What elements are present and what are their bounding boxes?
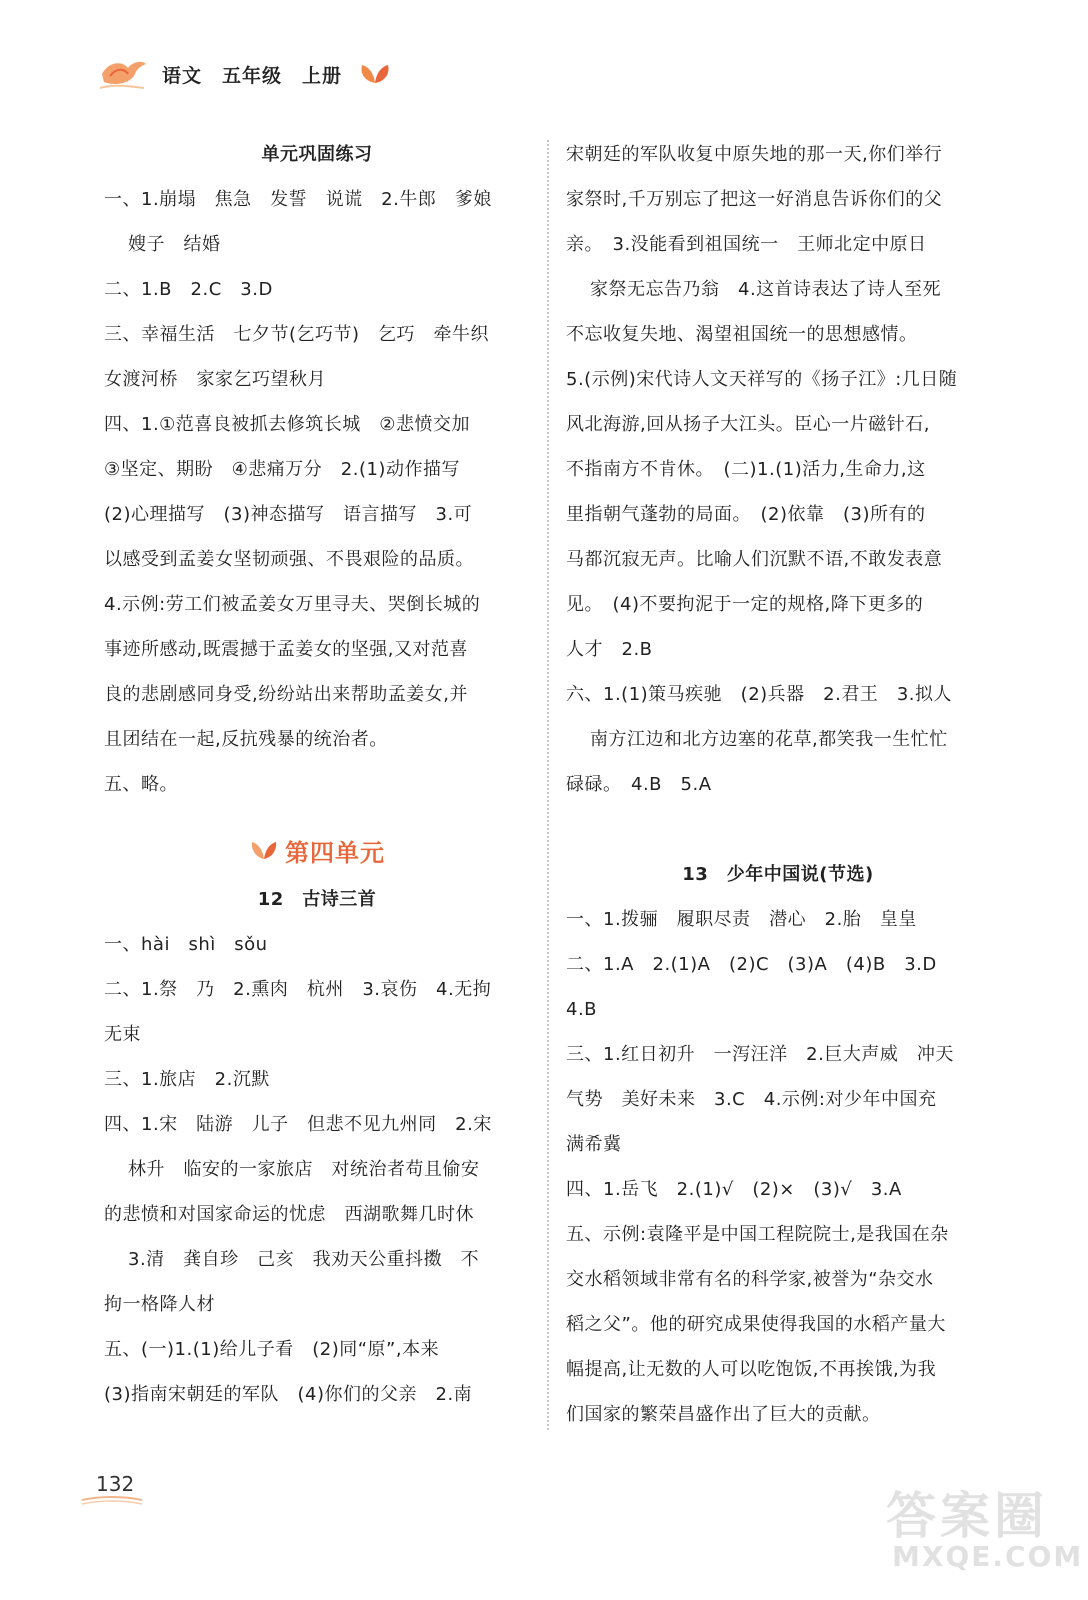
answer-line: 碌碌。 4.B 5.A [566, 774, 712, 795]
bird-logo-icon [98, 54, 150, 94]
answer-line: 稻之父”。他的研究成果使得我国的水稻产量大 [566, 1314, 946, 1335]
answer-line: 且团结在一起,反抗残暴的统治者。 [104, 729, 388, 750]
leaf-icon [249, 839, 279, 861]
answer-line: 3.清 龚自珍 己亥 我劝天公重抖擞 不 [128, 1249, 480, 1270]
header-subject: 语文 [162, 64, 203, 87]
answer-line: 以感受到孟姜女坚韧顽强、不畏艰险的品质。 [104, 549, 474, 570]
unit-title-text: 第四单元 [285, 837, 385, 867]
answer-line: 三、1.红日初升 一泻汪洋 2.巨大声威 冲天 [566, 1044, 954, 1065]
answer-line: ③坚定、期盼 ④悲痛万分 2.(1)动作描写 [104, 459, 460, 480]
answer-line: 四、1.岳飞 2.(1)√ (2)× (3)√ 3.A [566, 1179, 902, 1200]
header-volume: 上册 [302, 64, 343, 87]
answer-line: 4.示例:劳工们被孟姜女万里寻夫、哭倒长城的 [104, 594, 481, 615]
lesson-title: 12 古诗三首 [257, 889, 377, 910]
answer-line: 五、略。 [104, 774, 178, 795]
answer-line: 一、hài shì sǒu [104, 934, 268, 955]
answer-line: 马都沉寂无声。比喻人们沉默不语,不敢发表意 [566, 549, 943, 570]
leaf-icon [358, 63, 392, 85]
answer-line: 三、1.旅店 2.沉默 [104, 1069, 270, 1090]
answer-line: 里指朝气蓬勃的局面。 (2)依靠 (3)所有的 [566, 504, 926, 525]
answer-line: 林升 临安的一家旅店 对统治者苟且偷安 [128, 1159, 480, 1180]
answer-line: 家祭无忘告乃翁 4.这首诗表达了诗人至死 [590, 279, 942, 300]
answer-line: 满希冀 [566, 1134, 622, 1155]
answer-line: 南方江边和北方边塞的花草,都笑我一生忙忙 [590, 729, 948, 750]
lesson-title: 13 少年中国说(节选) [682, 864, 874, 885]
answer-line: 4.B [566, 999, 598, 1020]
answer-line: 无束 [104, 1024, 141, 1045]
answer-line: 良的悲剧感同身受,纷纷站出来帮助孟姜女,并 [104, 684, 468, 705]
page-number [80, 1466, 144, 1508]
answer-line: 见。 (4)不要拘泥于一定的规格,降下更多的 [566, 594, 924, 615]
answer-line: 五、(一)1.(1)给儿子看 (2)同“原”,本来 [104, 1339, 440, 1360]
answer-line: 四、1.①范喜良被抓去修筑长城 ②悲愤交加 [104, 414, 470, 435]
answer-line: 不忘收复失地、渴望祖国统一的思想感情。 [566, 324, 918, 345]
answer-line: (3)指南宋朝廷的军队 (4)你们的父亲 2.南 [104, 1384, 473, 1405]
answer-line: 女渡河桥 家家乞巧望秋月 [104, 369, 326, 390]
answer-line: 四、1.宋 陆游 儿子 但悲不见九州同 2.宋 [104, 1114, 492, 1135]
page-header [98, 52, 392, 96]
answer-line: 拘一格降人材 [104, 1294, 215, 1315]
left-column [104, 132, 530, 1417]
watermark-url: MXQE.COM [892, 1540, 1084, 1573]
watermark [880, 1474, 1084, 1586]
answer-line: 风北海游,回从扬子大江头。臣心一片磁针石, [566, 414, 930, 435]
answer-line: 事迹所感动,既震撼于孟姜女的坚强,又对范喜 [104, 639, 468, 660]
answer-line: 嫂子 结婚 [128, 234, 221, 255]
unit-title [104, 823, 530, 877]
answer-line: 不指南方不肯休。 (二)1.(1)活力,生命力,这 [566, 459, 926, 480]
answer-line: 三、幸福生活 七夕节(乞巧节) 乞巧 牵牛织 [104, 324, 490, 345]
answer-line: 交水稻领域非常有名的科学家,被誉为“杂交水 [566, 1269, 934, 1290]
answer-line: 5.(示例)宋代诗人文天祥写的《扬子江》:几日随 [566, 369, 958, 390]
answer-line: 五、示例:袁隆平是中国工程院院士,是我国在杂 [566, 1224, 949, 1245]
answer-line: 二、1.A 2.(1)A (2)C (3)A (4)B 3.D [566, 954, 937, 975]
answer-line: (2)心理描写 (3)神态描写 语言描写 3.可 [104, 504, 473, 525]
answer-line: 一、1.拨骊 履职尽责 潜心 2.胎 皇皇 [566, 909, 917, 930]
page-number-text: 132 [96, 1472, 135, 1496]
answer-line: 亲。 3.没能看到祖国统一 王师北定中原日 [566, 234, 927, 255]
answer-line: 人才 2.B [566, 639, 653, 660]
right-column [566, 132, 990, 1437]
spacer [566, 807, 990, 852]
column-divider [547, 140, 549, 1430]
answer-line: 气势 美好未来 3.C 4.示例:对少年中国充 [566, 1089, 937, 1110]
answer-line: 宋朝廷的军队收复中原失地的那一天,你们举行 [566, 144, 943, 165]
answer-line: 二、1.B 2.C 3.D [104, 279, 273, 300]
answer-line: 幅提高,让无数的人可以吃饱饭,不再挨饿,为我 [566, 1359, 937, 1380]
header-grade: 五年级 [222, 64, 283, 87]
answer-line: 一、1.崩塌 焦急 发誓 说谎 2.牛郎 爹娘 [104, 189, 492, 210]
answer-line: 六、1.(1)策马疾驰 (2)兵器 2.君王 3.拟人 [566, 684, 953, 705]
answer-line: 家祭时,千万别忘了把这一好消息告诉你们的父 [566, 189, 943, 210]
answer-line: 们国家的繁荣昌盛作出了巨大的贡献。 [566, 1404, 881, 1425]
answer-line: 二、1.祭 乃 2.熏肉 杭州 3.哀伤 4.无拘 [104, 979, 492, 1000]
answer-line: 的悲愤和对国家命运的忧虑 西湖歌舞几时休 [104, 1204, 474, 1225]
watermark-logo-text: 答案圈 [886, 1487, 1048, 1545]
section-title: 单元巩固练习 [261, 144, 373, 165]
